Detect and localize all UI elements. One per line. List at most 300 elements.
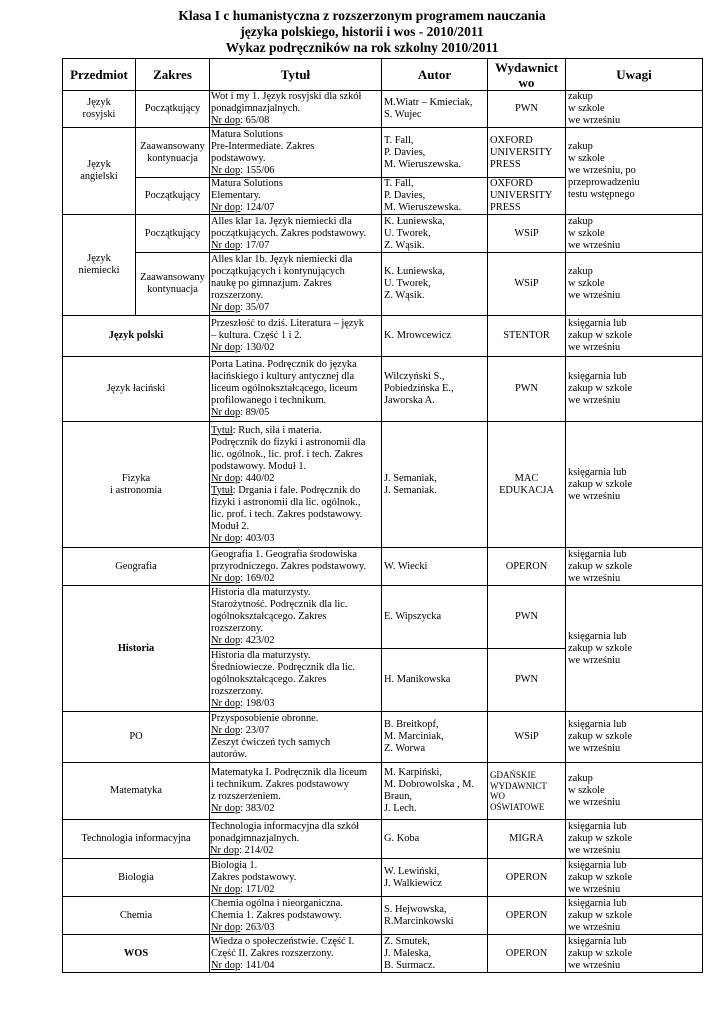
nr-dop-label: Nr dop (211, 725, 241, 736)
notes-line: zakup w szkole (568, 947, 633, 959)
table-row (63, 316, 703, 357)
nr-dop-label: Nr dop (211, 803, 241, 814)
author-line: U. Tworek, (384, 227, 431, 239)
publisher-line: GDAŃSKIE (490, 770, 536, 780)
title-line: Przeszłość to dziś. Literatura – język (211, 318, 364, 329)
author-cell: G. Koba (382, 820, 488, 859)
author-line: B. Breitkopf, (384, 719, 439, 730)
header-wydawnictwo (488, 59, 566, 91)
author-line: T. Fall, (384, 134, 414, 146)
header-wydawnictwo-line1: Wydawnict (494, 59, 559, 75)
subject-cell: Biologia (63, 859, 210, 897)
nr-dop-value: : 440/02 (240, 472, 275, 484)
title-line: Historia dla maturzysty. (211, 650, 311, 661)
publisher-cell: WSiP (488, 215, 566, 253)
author-cell (382, 897, 488, 935)
title-line: początkujących i kontynujących (211, 266, 345, 277)
title-label: Tytuł (211, 484, 233, 496)
publisher-cell: PWN (488, 357, 566, 422)
title-line: Biologia 1. (211, 859, 258, 871)
title-line: liceum ogólnokształcącego, liceum (211, 383, 358, 394)
nr-dop-value: : 171/02 (240, 883, 275, 895)
table-row (63, 820, 703, 859)
title-line: początkujących. Zakres podstawowy. (211, 227, 367, 239)
author-line: P. Davies, (384, 190, 426, 201)
notes-line: we wrześniu (568, 921, 621, 933)
subject-cell: Matematyka (63, 763, 210, 820)
notes-line: księgarnia lub (568, 548, 627, 560)
subject-line: angielski (80, 171, 118, 182)
publisher-line: PRESS (490, 158, 521, 170)
title-line: Alles klar 1b. Język niemiecki dla (211, 254, 353, 265)
notes-line: we wrześniu, po (568, 165, 636, 176)
author-line: M.Wiatr – Kmieciak, (384, 97, 473, 108)
textbook-table (62, 58, 703, 973)
author-line: J. Semaniak, (384, 472, 437, 484)
notes-cell (566, 820, 703, 859)
table-row (63, 422, 703, 548)
notes-line: w szkole (568, 785, 605, 796)
table-row (63, 215, 703, 253)
notes-line: we wrześniu (568, 490, 621, 502)
title-line: ogólnokształcącego. Zakres (211, 674, 327, 685)
subject-line: Język (87, 97, 111, 108)
title-cell (210, 935, 382, 973)
table-row (63, 128, 703, 178)
subject-cell: PO (63, 712, 210, 763)
subject-cell: Technologia informacyjna (63, 820, 210, 859)
author-line: W. Lewiński, (384, 865, 440, 877)
notes-line: księgarnia lub (568, 897, 627, 909)
table-row (63, 897, 703, 935)
nr-dop-value: : 403/03 (240, 532, 275, 544)
subject-cell (63, 215, 136, 316)
notes-cell (566, 316, 703, 357)
author-line: U. Tworek, (384, 278, 431, 289)
notes-line: we wrześniu (568, 797, 621, 808)
title-line: Zeszyt ćwiczeń tych samych (211, 737, 331, 748)
notes-line: księgarnia lub (568, 371, 627, 382)
table-row (63, 91, 703, 128)
title-line: podstawowy. Moduł 1. (211, 460, 307, 472)
nr-dop-label: Nr dop (211, 164, 241, 176)
publisher-line: MAC (514, 472, 539, 484)
notes-line: zakup (568, 266, 593, 277)
table-row (63, 357, 703, 422)
subject-cell: Język polski (63, 316, 210, 357)
title-cell (210, 649, 382, 712)
publisher-cell: OPERON (488, 859, 566, 897)
title-line: Matematyka I. Podręcznik dla liceum (211, 767, 368, 778)
notes-line: we wrześniu (568, 743, 621, 754)
author-cell: K. Mrowcewicz (382, 316, 488, 357)
author-line: J. Semaniak. (384, 484, 437, 496)
title-line: i technikum. Zakres podstawowy (211, 779, 349, 790)
notes-cell (566, 128, 703, 215)
publisher-cell: PWN (488, 649, 566, 712)
nr-dop-value: : 130/02 (240, 342, 275, 353)
notes-line: zakup w szkole (568, 909, 633, 921)
title-line: rozszerzony. (211, 290, 264, 301)
scope-line: Zaawansowany (140, 272, 205, 283)
subject-cell: Historia (63, 586, 210, 712)
notes-line: zakup (568, 91, 593, 102)
notes-line: we wrześniu (568, 115, 621, 126)
publisher-cell: STENTOR (488, 316, 566, 357)
nr-dop-value: : 155/06 (240, 164, 275, 176)
notes-line: we wrześniu (568, 845, 621, 856)
notes-cell (566, 859, 703, 897)
table-row (63, 586, 703, 649)
nr-dop-label: Nr dop (211, 239, 241, 251)
title-line: fizyki i astronomii dla lic. ogólnok., (211, 496, 361, 508)
title-cell (210, 253, 382, 316)
author-line: Pobiedzińska E., (384, 383, 454, 394)
author-cell (382, 712, 488, 763)
author-cell (382, 253, 488, 316)
title-line: Porta Latina. Podręcznik do języka (211, 359, 357, 370)
author-cell (382, 935, 488, 973)
scope-cell: Początkujący (136, 178, 210, 215)
notes-line: we wrześniu (568, 883, 621, 895)
notes-line: w szkole (568, 278, 605, 289)
publisher-line: OŚWIATOWE (490, 801, 545, 812)
publisher-line: OXFORD (490, 134, 533, 146)
table-row (63, 763, 703, 820)
nr-dop-label: Nr dop (211, 883, 241, 895)
notes-line: zakup (568, 773, 593, 784)
title-cell (210, 712, 382, 763)
title-line: Alles klar 1a. Język niemiecki dla (211, 215, 352, 227)
author-line: B. Surmacz. (384, 959, 436, 971)
title-line: lic. ogólnok., lic. prof. i tech. Zakres (211, 448, 363, 460)
author-cell (382, 422, 488, 548)
subject-cell: Język łaciński (63, 357, 210, 422)
notes-cell (566, 357, 703, 422)
nr-dop-label: Nr dop (211, 302, 241, 313)
notes-line: księgarnia lub (568, 935, 627, 947)
title-line-3: Wykaz podręczników na rok szkolny 2010/2011 (225, 40, 499, 55)
publisher-line: OXFORD (490, 178, 533, 189)
notes-line: zakup w szkole (568, 731, 633, 742)
title-cell (210, 357, 382, 422)
title-line: Wiedza o społeczeństwie. Część I. (211, 935, 355, 947)
header-tytul: Tytuł (210, 59, 382, 91)
subject-line: i astronomia (110, 484, 162, 496)
author-line: S. Hejwowska, (384, 903, 447, 915)
title-cell (210, 215, 382, 253)
title-line: Elementary. (211, 190, 261, 201)
title-line: z rozszerzeniem. (211, 791, 281, 802)
notes-line: w szkole (568, 153, 605, 164)
notes-line: zakup (568, 215, 593, 227)
notes-cell (566, 897, 703, 935)
title-cell (210, 897, 382, 935)
title-cell (210, 128, 382, 178)
publisher-line: PRESS (490, 202, 521, 213)
author-cell: W. Wiecki (382, 548, 488, 586)
notes-line: przeprowadzeniu (568, 177, 640, 188)
nr-dop-label: Nr dop (211, 959, 241, 971)
publisher-cell: OPERON (488, 548, 566, 586)
table-row (63, 935, 703, 973)
title-cell (210, 422, 382, 548)
publisher-cell: PWN (488, 586, 566, 649)
author-line: J. Lech. (384, 803, 417, 814)
nr-dop-label: Nr dop (211, 472, 241, 484)
title-line: Przysposobienie obronne. (211, 713, 319, 724)
notes-line: księgarnia lub (568, 630, 627, 642)
table-row (63, 712, 703, 763)
title-line: Starożytność. Podręcznik dla lic. (211, 599, 348, 610)
title-line: – kultura. Część 1 i 2. (211, 330, 302, 341)
title-line: Moduł 2. (211, 520, 250, 532)
nr-dop-value: : 423/02 (240, 635, 275, 646)
title-line: profilowanego i technikum. (211, 395, 327, 406)
scope-line: Zaawansowany (140, 140, 205, 152)
subject-cell: WOS (63, 935, 210, 973)
notes-cell (566, 91, 703, 128)
title-line: Zakres podstawowy. (211, 871, 297, 883)
publisher-line: WO (490, 791, 505, 801)
title-cell (210, 91, 382, 128)
notes-line: zakup w szkole (568, 560, 633, 572)
notes-line: we wrześniu (568, 342, 621, 353)
notes-line: zakup w szkole (568, 383, 633, 394)
notes-line: księgarnia lub (568, 719, 627, 730)
nr-dop-label: Nr dop (211, 342, 241, 353)
nr-dop-value: : 383/02 (240, 803, 275, 814)
title-line: ponadgimnazjalnych. (211, 103, 301, 114)
nr-dop-label: Nr dop (211, 407, 241, 418)
notes-line: we wrześniu (568, 239, 621, 251)
table-row (63, 253, 703, 316)
nr-dop-label: Nr dop (210, 845, 240, 856)
notes-line: zakup (568, 141, 593, 152)
title-line: Matura Solutions (211, 128, 283, 140)
notes-cell (566, 763, 703, 820)
publisher-line: UNIVERSITY (490, 190, 553, 201)
author-line: S. Wujec (384, 109, 422, 120)
publisher-cell: WSiP (488, 253, 566, 316)
subject-cell (63, 91, 136, 128)
notes-line: księgarnia lub (568, 466, 627, 478)
notes-line: księgarnia lub (568, 859, 627, 871)
notes-line: we wrześniu (568, 572, 621, 584)
author-line: Braun, (384, 791, 412, 802)
nr-dop-label: Nr dop (211, 635, 241, 646)
title-line: Historia dla maturzysty. (211, 587, 311, 598)
publisher-line: EDUKACJA (499, 484, 554, 496)
title-line: : Ruch, siła i materia. (232, 424, 322, 436)
notes-line: testu wstępnego (568, 189, 635, 200)
nr-dop-label: Nr dop (211, 115, 241, 126)
title-line: naukę po gimnazjum. Zakres (211, 278, 332, 289)
subject-cell: Geografia (63, 548, 210, 586)
title-line: rozszerzony. (211, 686, 264, 697)
nr-dop-value: : 23/07 (240, 725, 270, 736)
publisher-line: UNIVERSITY (490, 146, 553, 158)
subject-cell (63, 128, 136, 215)
author-cell (382, 357, 488, 422)
nr-dop-label: Nr dop (211, 202, 241, 213)
author-cell (382, 91, 488, 128)
title-cell (210, 548, 382, 586)
title-line: lic. prof. i tech. Zakres podstawowy. (211, 508, 363, 520)
author-line: T. Fall, (384, 178, 414, 189)
publisher-cell: WSiP (488, 712, 566, 763)
notes-cell (566, 422, 703, 548)
notes-cell (566, 253, 703, 316)
notes-cell (566, 586, 703, 712)
nr-dop-label: Nr dop (211, 698, 241, 709)
title-cell (210, 859, 382, 897)
title-line: podstawowy. (211, 152, 266, 164)
author-cell (382, 178, 488, 215)
header-row (63, 59, 703, 91)
title-line-1: Klasa I c humanistyczna z rozszerzonym programem nauczania (178, 8, 546, 23)
notes-cell (566, 935, 703, 973)
nr-dop-value: : 263/03 (240, 921, 275, 933)
publisher-cell (488, 178, 566, 215)
subject-line: niemiecki (78, 265, 120, 276)
author-cell (382, 215, 488, 253)
nr-dop-value: : 198/03 (240, 698, 275, 709)
subject-cell: Chemia (63, 897, 210, 935)
author-line: M. Dobrowolska , M. (384, 779, 475, 790)
title-line: rozszerzony. (211, 623, 264, 634)
title-line: Wot i my 1. Język rosyjski dla szkół (211, 91, 362, 102)
nr-dop-value: : 17/07 (240, 239, 270, 251)
header-autor: Autor (382, 59, 488, 91)
title-cell (210, 316, 382, 357)
title-line-2: języka polskiego, historii i wos - 2010/2011 (240, 24, 484, 39)
title-line: : Drgania i fale. Podręcznik do (232, 484, 361, 496)
author-line: M. Wieruszewska. (384, 158, 462, 170)
author-line: R.Marcinkowski (384, 915, 454, 927)
notes-line: księgarnia lub (568, 318, 627, 329)
title-line: Średniowiecze. Podręcznik dla lic. (211, 662, 355, 673)
header-wydawnictwo-line2: wo (518, 74, 535, 90)
author-line: J. Maleska, (384, 947, 432, 959)
notes-line: w szkole (568, 103, 605, 114)
nr-dop-value: : 65/08 (240, 115, 270, 126)
publisher-cell: OPERON (488, 935, 566, 973)
subject-line: Język (87, 159, 111, 170)
nr-dop-value: : 141/04 (240, 959, 275, 971)
publisher-cell (488, 763, 566, 820)
title-label: Tytuł (211, 424, 233, 436)
publisher-cell (488, 422, 566, 548)
notes-line: zakup w szkole (568, 330, 633, 341)
title-line: Matura Solutions (211, 178, 283, 189)
subject-cell (63, 422, 210, 548)
notes-line: we wrześniu (568, 959, 621, 971)
title-line: ogólnokształcącego. Zakres (211, 611, 327, 622)
scope-cell (136, 253, 210, 316)
notes-cell (566, 712, 703, 763)
nr-dop-label: Nr dop (211, 921, 241, 933)
scope-cell (136, 128, 210, 178)
notes-line: we wrześniu (568, 654, 621, 666)
nr-dop-value: : 169/02 (240, 572, 275, 584)
author-line: Jaworska A. (384, 395, 435, 406)
notes-line: zakup w szkole (568, 642, 633, 654)
publisher-line: WYDAWNICT (490, 780, 547, 791)
title-line: łacińskiego i kultury antycznej dla (211, 371, 355, 382)
title-line: ponadgimnazjalnych. (210, 833, 300, 844)
scope-line: kontynuacja (147, 152, 198, 164)
title-line: Geografia 1. Geografia środowiska (211, 548, 357, 560)
scope-cell: Początkujący (136, 91, 210, 128)
publisher-cell: OPERON (488, 897, 566, 935)
author-line: M. Karpiński, (384, 767, 443, 778)
title-line: autorów. (211, 749, 247, 760)
author-line: K. Łuniewska, (384, 266, 445, 277)
title-line: Technologia informacyjna dla szkół (210, 821, 360, 832)
nr-dop-label: Nr dop (211, 532, 241, 544)
title-line: Chemia 1. Zakres podstawowy. (211, 909, 342, 921)
title-cell (210, 820, 382, 859)
notes-line: zakup w szkole (568, 871, 633, 883)
notes-cell (566, 548, 703, 586)
author-line: P. Davies, (384, 146, 426, 158)
author-line: K. Łuniewska, (384, 215, 445, 227)
notes-line: zakup w szkole (568, 478, 633, 490)
publisher-cell (488, 128, 566, 178)
nr-dop-value: : 124/07 (240, 202, 275, 213)
author-cell (382, 763, 488, 820)
title-cell (210, 178, 382, 215)
author-cell: H. Manikowska (382, 649, 488, 712)
nr-dop-value: : 35/07 (240, 302, 270, 313)
title-line: Chemia ogólna i nieorganiczna. (211, 897, 343, 909)
author-line: Z. Smutek, (384, 935, 430, 947)
table-row (63, 548, 703, 586)
author-cell: E. Wipszycka (382, 586, 488, 649)
notes-cell (566, 215, 703, 253)
title-cell (210, 586, 382, 649)
author-line: J. Walkiewicz (384, 877, 442, 889)
scope-cell: Początkujący (136, 215, 210, 253)
table-row (63, 859, 703, 897)
title-line: Pre-Intermediate. Zakres (211, 140, 315, 152)
author-line: M. Marciniak, (384, 731, 444, 742)
notes-line: księgarnia lub (568, 821, 627, 832)
notes-line: zakup w szkole (568, 833, 633, 844)
notes-line: we wrześniu (568, 290, 621, 301)
title-line: Podręcznik do fizyki i astronomii dla (211, 436, 366, 448)
header-przedmiot: Przedmiot (63, 59, 136, 91)
author-line: Z. Worwa (384, 743, 426, 754)
scope-line: kontynuacja (147, 284, 198, 295)
author-cell (382, 859, 488, 897)
nr-dop-label: Nr dop (211, 572, 241, 584)
publisher-cell: MIGRA (488, 820, 566, 859)
title-line: Część II. Zakres rozszerzony. (211, 947, 334, 959)
nr-dop-value: : 214/02 (239, 845, 274, 856)
subject-line: Fizyka (121, 472, 151, 484)
author-line: Wilczyński S., (384, 371, 445, 382)
subject-line: rosyjski (82, 109, 116, 120)
author-line: M. Wieruszewska. (384, 202, 462, 213)
author-cell (382, 128, 488, 178)
header-zakres: Zakres (136, 59, 210, 91)
author-line: Z. Wąsik. (384, 290, 425, 301)
publisher-cell: PWN (488, 91, 566, 128)
notes-line: w szkole (568, 227, 605, 239)
author-line: Z. Wąsik. (384, 239, 425, 251)
